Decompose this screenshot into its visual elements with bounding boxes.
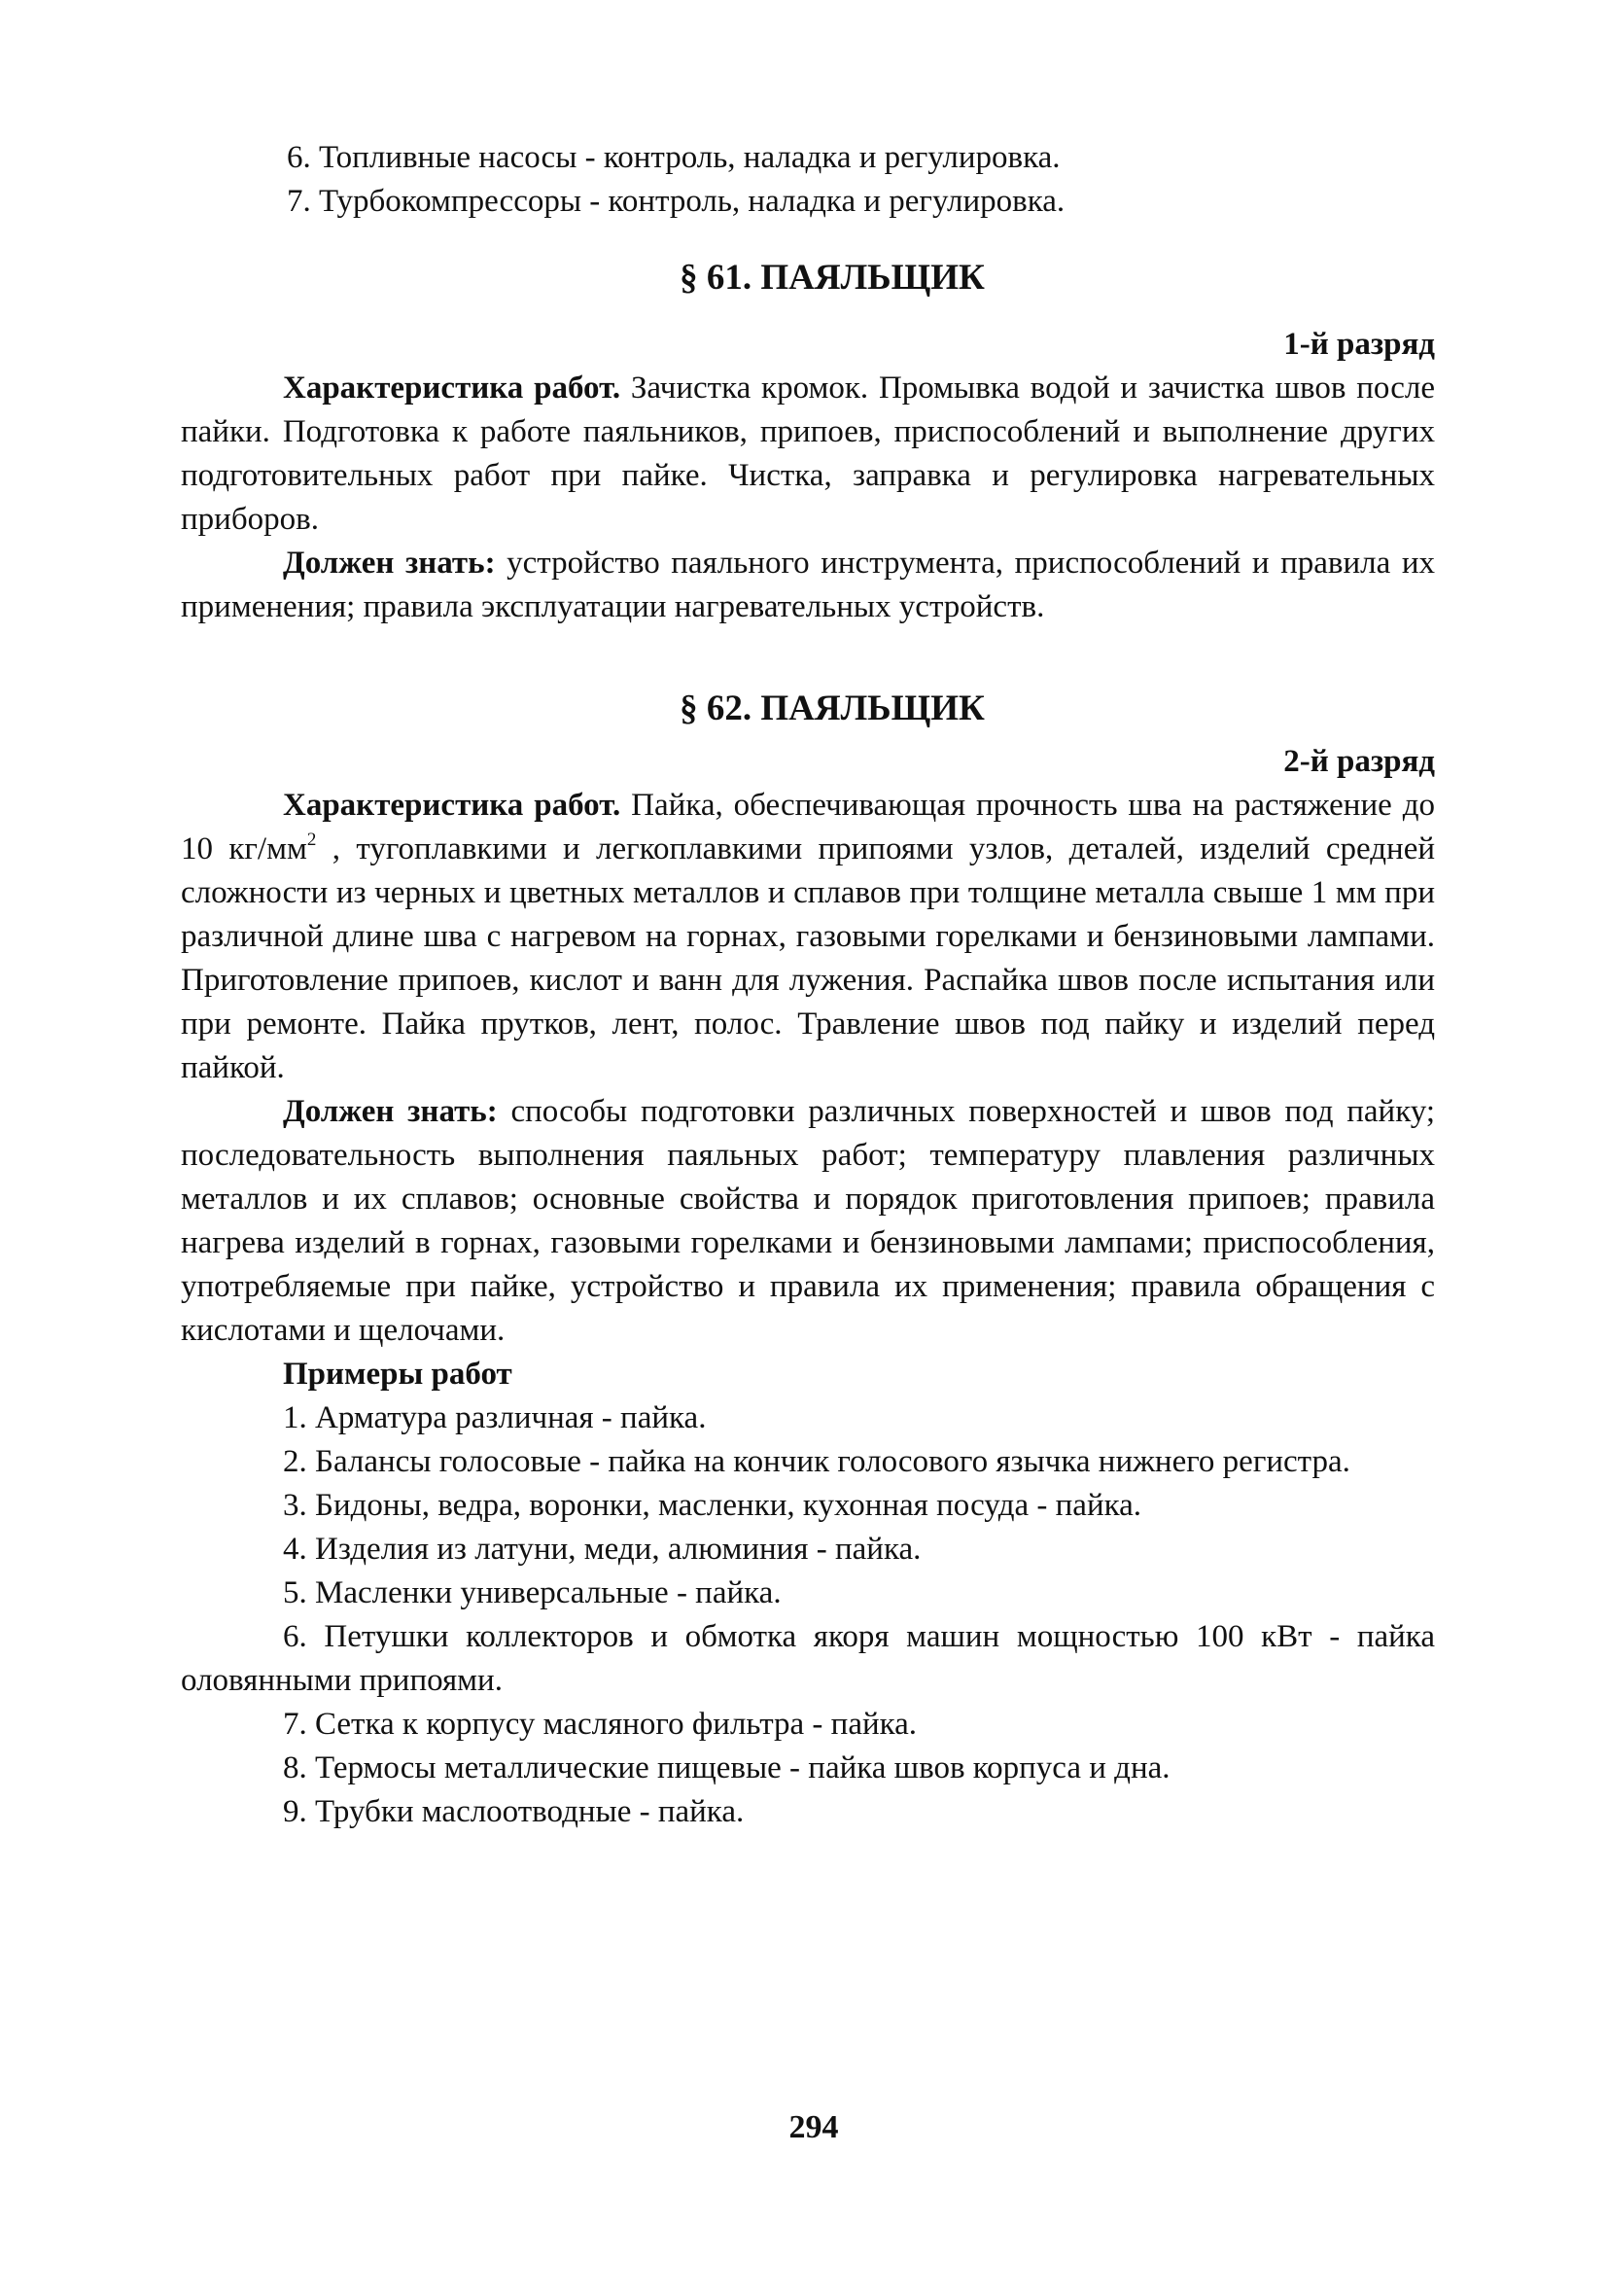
section-62-characteristics	[181, 784, 1435, 1090]
characteristics-text-b: , тугоплавкими и легкоплавкими припоями узлов, деталей, изделий средней сложности из черных и цветных металлов и сплавов при толщине металла свыше 1 мм при различной длине шва с нагревом на горнах, газовыми горелками и бензиновыми лампами. Приготовление припоев, кислот и ванн для лужения. Распайка швов после испытания или при ремонте. Пайка прутков, лент, полос. Травление швов под пайку и изделий перед пайкой.	[181, 831, 1435, 1085]
example-item: 6. Петушки коллекторов и обмотка якоря машин мощностью 100 кВт - пайка оловянными припоями.	[181, 1619, 1435, 1698]
document-page	[181, 136, 1435, 1834]
example-item: 2. Балансы голосовые - пайка на кончик голосового язычка нижнего регистра.	[283, 1444, 1350, 1479]
knowledge-text: способы подготовки различных поверхностей и швов под пайку; последовательность выполнения паяльных работ; температуру плавления различных металлов и их сплавов; основные свойства и порядок приготовления припоев; правила нагрева изделий в горнах, газовыми горелками и бензиновыми лампами; приспособления, употребляемые при пайке, устройство и правила их применения; правила обращения с кислотами и щелочами.	[181, 1094, 1435, 1348]
section-62-knowledge	[181, 1090, 1435, 1353]
knowledge-label: Должен знать:	[283, 546, 496, 581]
example-item: 9. Трубки маслоотводные - пайка.	[283, 1794, 745, 1829]
section-61-title: § 61. ПАЯЛЬЩИК	[680, 258, 985, 298]
superscript: 2	[306, 830, 317, 850]
knowledge-label: Должен знать:	[283, 1094, 498, 1129]
page-number: 294	[788, 2109, 839, 2145]
example-item: 1. Арматура различная - пайка.	[283, 1400, 707, 1435]
section-62-grade: 2-й разряд	[1283, 744, 1435, 779]
section-62-title: § 62. ПАЯЛЬЩИК	[680, 689, 985, 728]
example-item: 8. Термосы металлические пищевые - пайка швов корпуса и дна.	[283, 1750, 1171, 1785]
list-item: 7. Турбокомпрессоры - контроль, наладка и регулировка.	[287, 184, 1066, 219]
examples-title: Примеры работ	[283, 1357, 512, 1392]
list-item: 6. Топливные насосы - контроль, наладка и регулировка.	[287, 140, 1061, 175]
section-61-grade: 1-й разряд	[1283, 327, 1435, 362]
characteristics-label: Характеристика работ.	[283, 371, 621, 406]
section-61-knowledge	[181, 542, 1435, 629]
characteristics-text-a: Пайка, обеспечивающая прочность шва на растяжение до 10 кг/мм	[181, 788, 1435, 866]
section-61-characteristics	[181, 367, 1435, 542]
knowledge-text: устройство паяльного инструмента, приспособлений и правила их применения; правила эксплуатации нагревательных устройств.	[181, 546, 1435, 624]
example-item: 4. Изделия из латуни, меди, алюминия - пайка.	[283, 1532, 922, 1567]
characteristics-text: Зачистка кромок. Промывка водой и зачистка швов после пайки. Подготовка к работе паяльников, припоев, приспособлений и выполнение других подготовительных работ при пайке. Чистка, заправка и регулировка нагревательных приборов.	[181, 371, 1435, 537]
example-item: 5. Масленки универсальные - пайка.	[283, 1575, 782, 1610]
characteristics-label: Характеристика работ.	[283, 788, 621, 823]
example-item: 7. Сетка к корпусу масляного фильтра - пайка.	[283, 1707, 918, 1742]
example-item: 3. Бидоны, ведра, воронки, масленки, кухонная посуда - пайка.	[283, 1488, 1142, 1523]
